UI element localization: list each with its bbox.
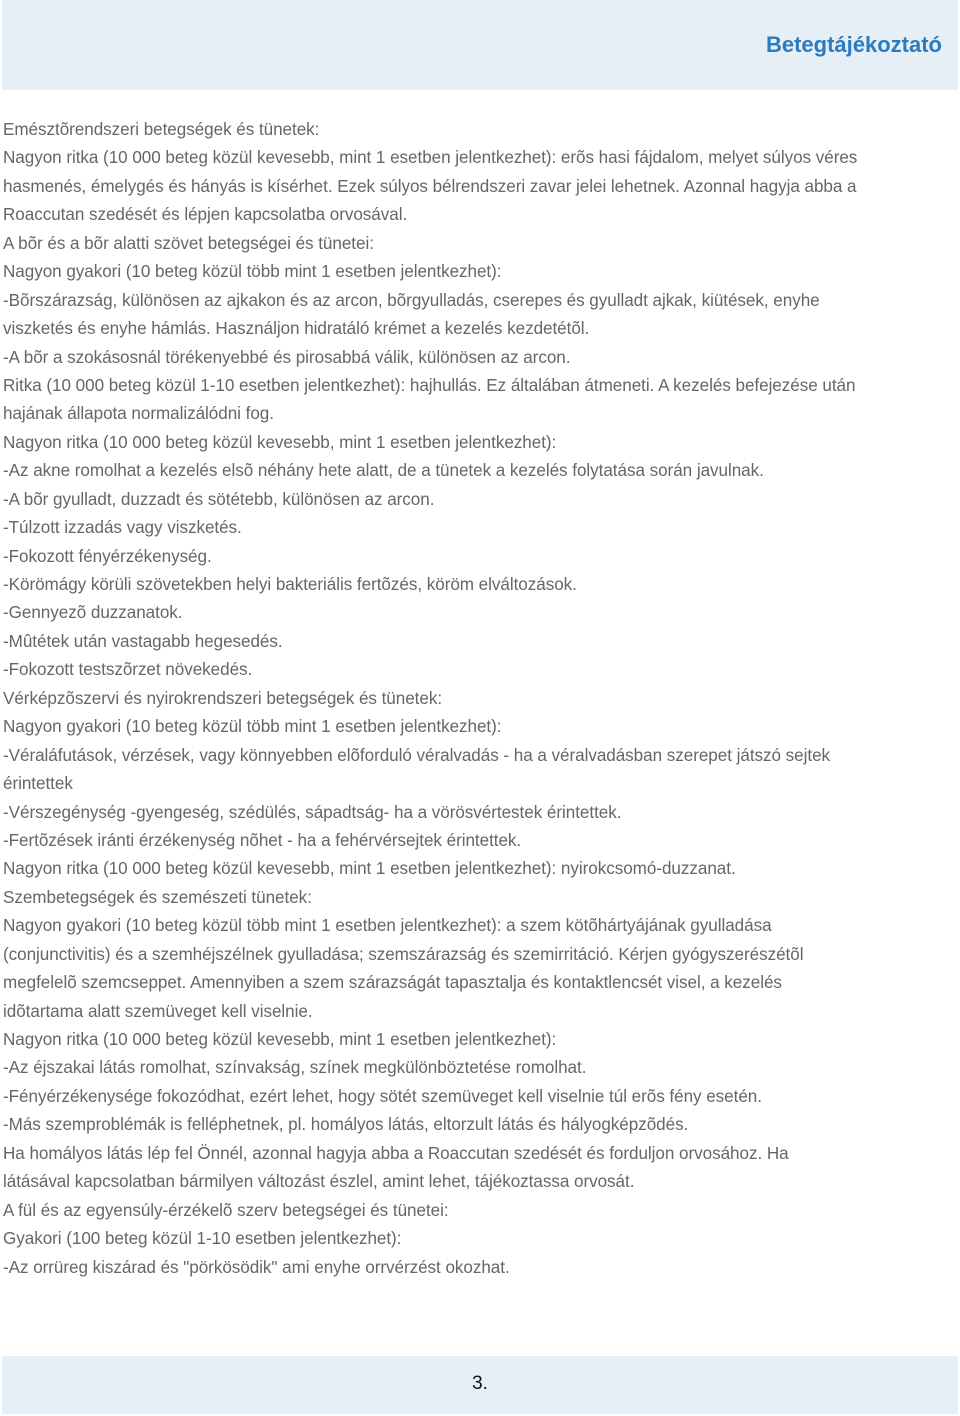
text-line: Szembetegségek és szemészeti tünetek: [3,887,312,907]
text-line: -Gennyezõ duzzanatok. [3,603,183,623]
text-line: Nagyon gyakori (10 beteg közül több mint 1 esetben jelentkezhet): [3,262,502,282]
page-footer [2,1356,958,1414]
document-title: Betegtájékoztató [765,32,942,57]
text-line: Ha homályos látás lép fel Önnél, azonnal hagyja abba a Roaccutan szedését és forduljon orvosához. Ha [3,1143,789,1163]
page-header [2,0,958,90]
text-line: -Túlzott izzadás vagy viszketés. [3,518,242,538]
text-line: Nagyon ritka (10 000 beteg közül kevesebb, mint 1 esetben jelentkezhet): [3,432,557,452]
text-line: -Fokozott testszõrzet növekedés. [3,660,253,680]
text-line: Vérképzõszervi és nyirokrendszeri betegségek és tünetek: [3,688,443,708]
text-line: Emésztõrendszeri betegségek és tünetek: [3,120,320,139]
page-number: 3. [472,1373,488,1394]
text-line: -Fokozott fényérzékenység. [3,546,212,566]
text-line: Nagyon ritka (10 000 beteg közül kevesebb, mint 1 esetben jelentkezhet): erõs hasi fájdalom, melyet súlyos véres [3,148,858,168]
text-line: A fül és az egyensúly-érzékelõ szerv betegségei és tünetei: [3,1200,449,1220]
text-line: -A bõr a szokásosnál törékenyebbé és pirosabbá válik, különösen az arcon. [3,347,571,367]
text-line: -Bõrszárazság, különösen az ajkakon és az arcon, bõrgyulladás, cserepes és gyulladt ajkak, kiütések, enyhe [3,290,820,310]
text-line: -A bõr gyulladt, duzzadt és sötétebb, különösen az arcon. [3,489,435,509]
text-line: -Fényérzékenysége fokozódhat, ezért lehet, hogy sötét szemüveget kell viselnie túl erõs fény esetén. [3,1086,762,1106]
text-line: Nagyon ritka (10 000 beteg közül kevesebb, mint 1 esetben jelentkezhet): [3,1030,557,1049]
text-line: Ritka (10 000 beteg közül 1-10 esetben jelentkezhet): hajhullás. Ez általában átmeneti. A kezelés befejezése után [3,375,856,395]
text-line: Gyakori (100 beteg közül 1-10 esetben jelentkezhet): [3,1229,402,1249]
text-line: A bõr és a bõr alatti szövet betegségei és tünetei: [3,233,374,253]
text-line: -Az orrüreg kiszárad és "pörkösödik" ami enyhe orrvérzést okozhat. [3,1257,510,1277]
text-line: viszketés és enyhe hámlás. Használjon hidratáló krémet a kezelés kezdetétõl. [3,319,590,339]
text-line: hasmenés, émelygés és hányás is kísérhet. Ezek súlyos bélrendszeri zavar jelei lehetnek. Azonnal hagyja abba a [3,176,857,196]
text-line: -Vérszegénység -gyengeség, szédülés, sápadtság- ha a vörösvértestek érintettek. [3,802,622,822]
text-line: Nagyon gyakori (10 beteg közül több mint 1 esetben jelentkezhet): [3,717,502,737]
text-line: Roaccutan szedését és lépjen kapcsolatba orvosával. [3,205,408,225]
text-line: -Véraláfutások, vérzések, vagy könnyebben elõforduló véralvadás - ha a véralvadásban szerepet játszó sejtek [3,745,831,765]
text-line: megfelelõ szemcseppet. Amennyiben a szem szárazságát tapasztalja és kontaktlencsét visel, a kezelés [3,973,782,993]
text-line: Nagyon gyakori (10 beteg közül több mint 1 esetben jelentkezhet): a szem kötõhártyájának gyulladása [3,916,772,936]
text-line: -Mûtétek után vastagabb hegesedés. [3,631,283,651]
text-line: látásával kapcsolatban bármilyen változást észlel, amint lehet, tájékoztassa orvosát. [3,1172,635,1192]
text-line: -Más szemproblémák is felléphetnek, pl. homályos látás, eltorzult látás és hályogképzõdés. [3,1115,689,1135]
text-line: -Körömágy körüli szövetekben helyi bakteriális fertõzés, köröm elváltozások. [3,575,577,594]
document-body [3,116,958,1282]
text-line: Nagyon ritka (10 000 beteg közül kevesebb, mint 1 esetben jelentkezhet): nyirokcsomó-duzzanat. [3,859,736,879]
text-line: hajának állapota normalizálódni fog. [3,404,274,424]
text-line: -Az akne romolhat a kezelés elsõ néhány hete alatt, de a tünetek a kezelés folytatása során javulnak. [3,461,764,481]
text-line: érintettek [3,774,73,794]
text-line: idõtartama alatt szemüveget kell viselnie. [3,1001,313,1021]
text-line: (conjunctivitis) és a szemhéjszélnek gyulladása; szemszárazság és szemirritáció. Kérjen gyógyszerészétõl [3,944,804,964]
text-line: -Az éjszakai látás romolhat, színvakság, színek megkülönböztetése romolhat. [3,1058,587,1078]
text-line: -Fertõzések iránti érzékenység nõhet - ha a fehérvérsejtek érintettek. [3,830,522,850]
